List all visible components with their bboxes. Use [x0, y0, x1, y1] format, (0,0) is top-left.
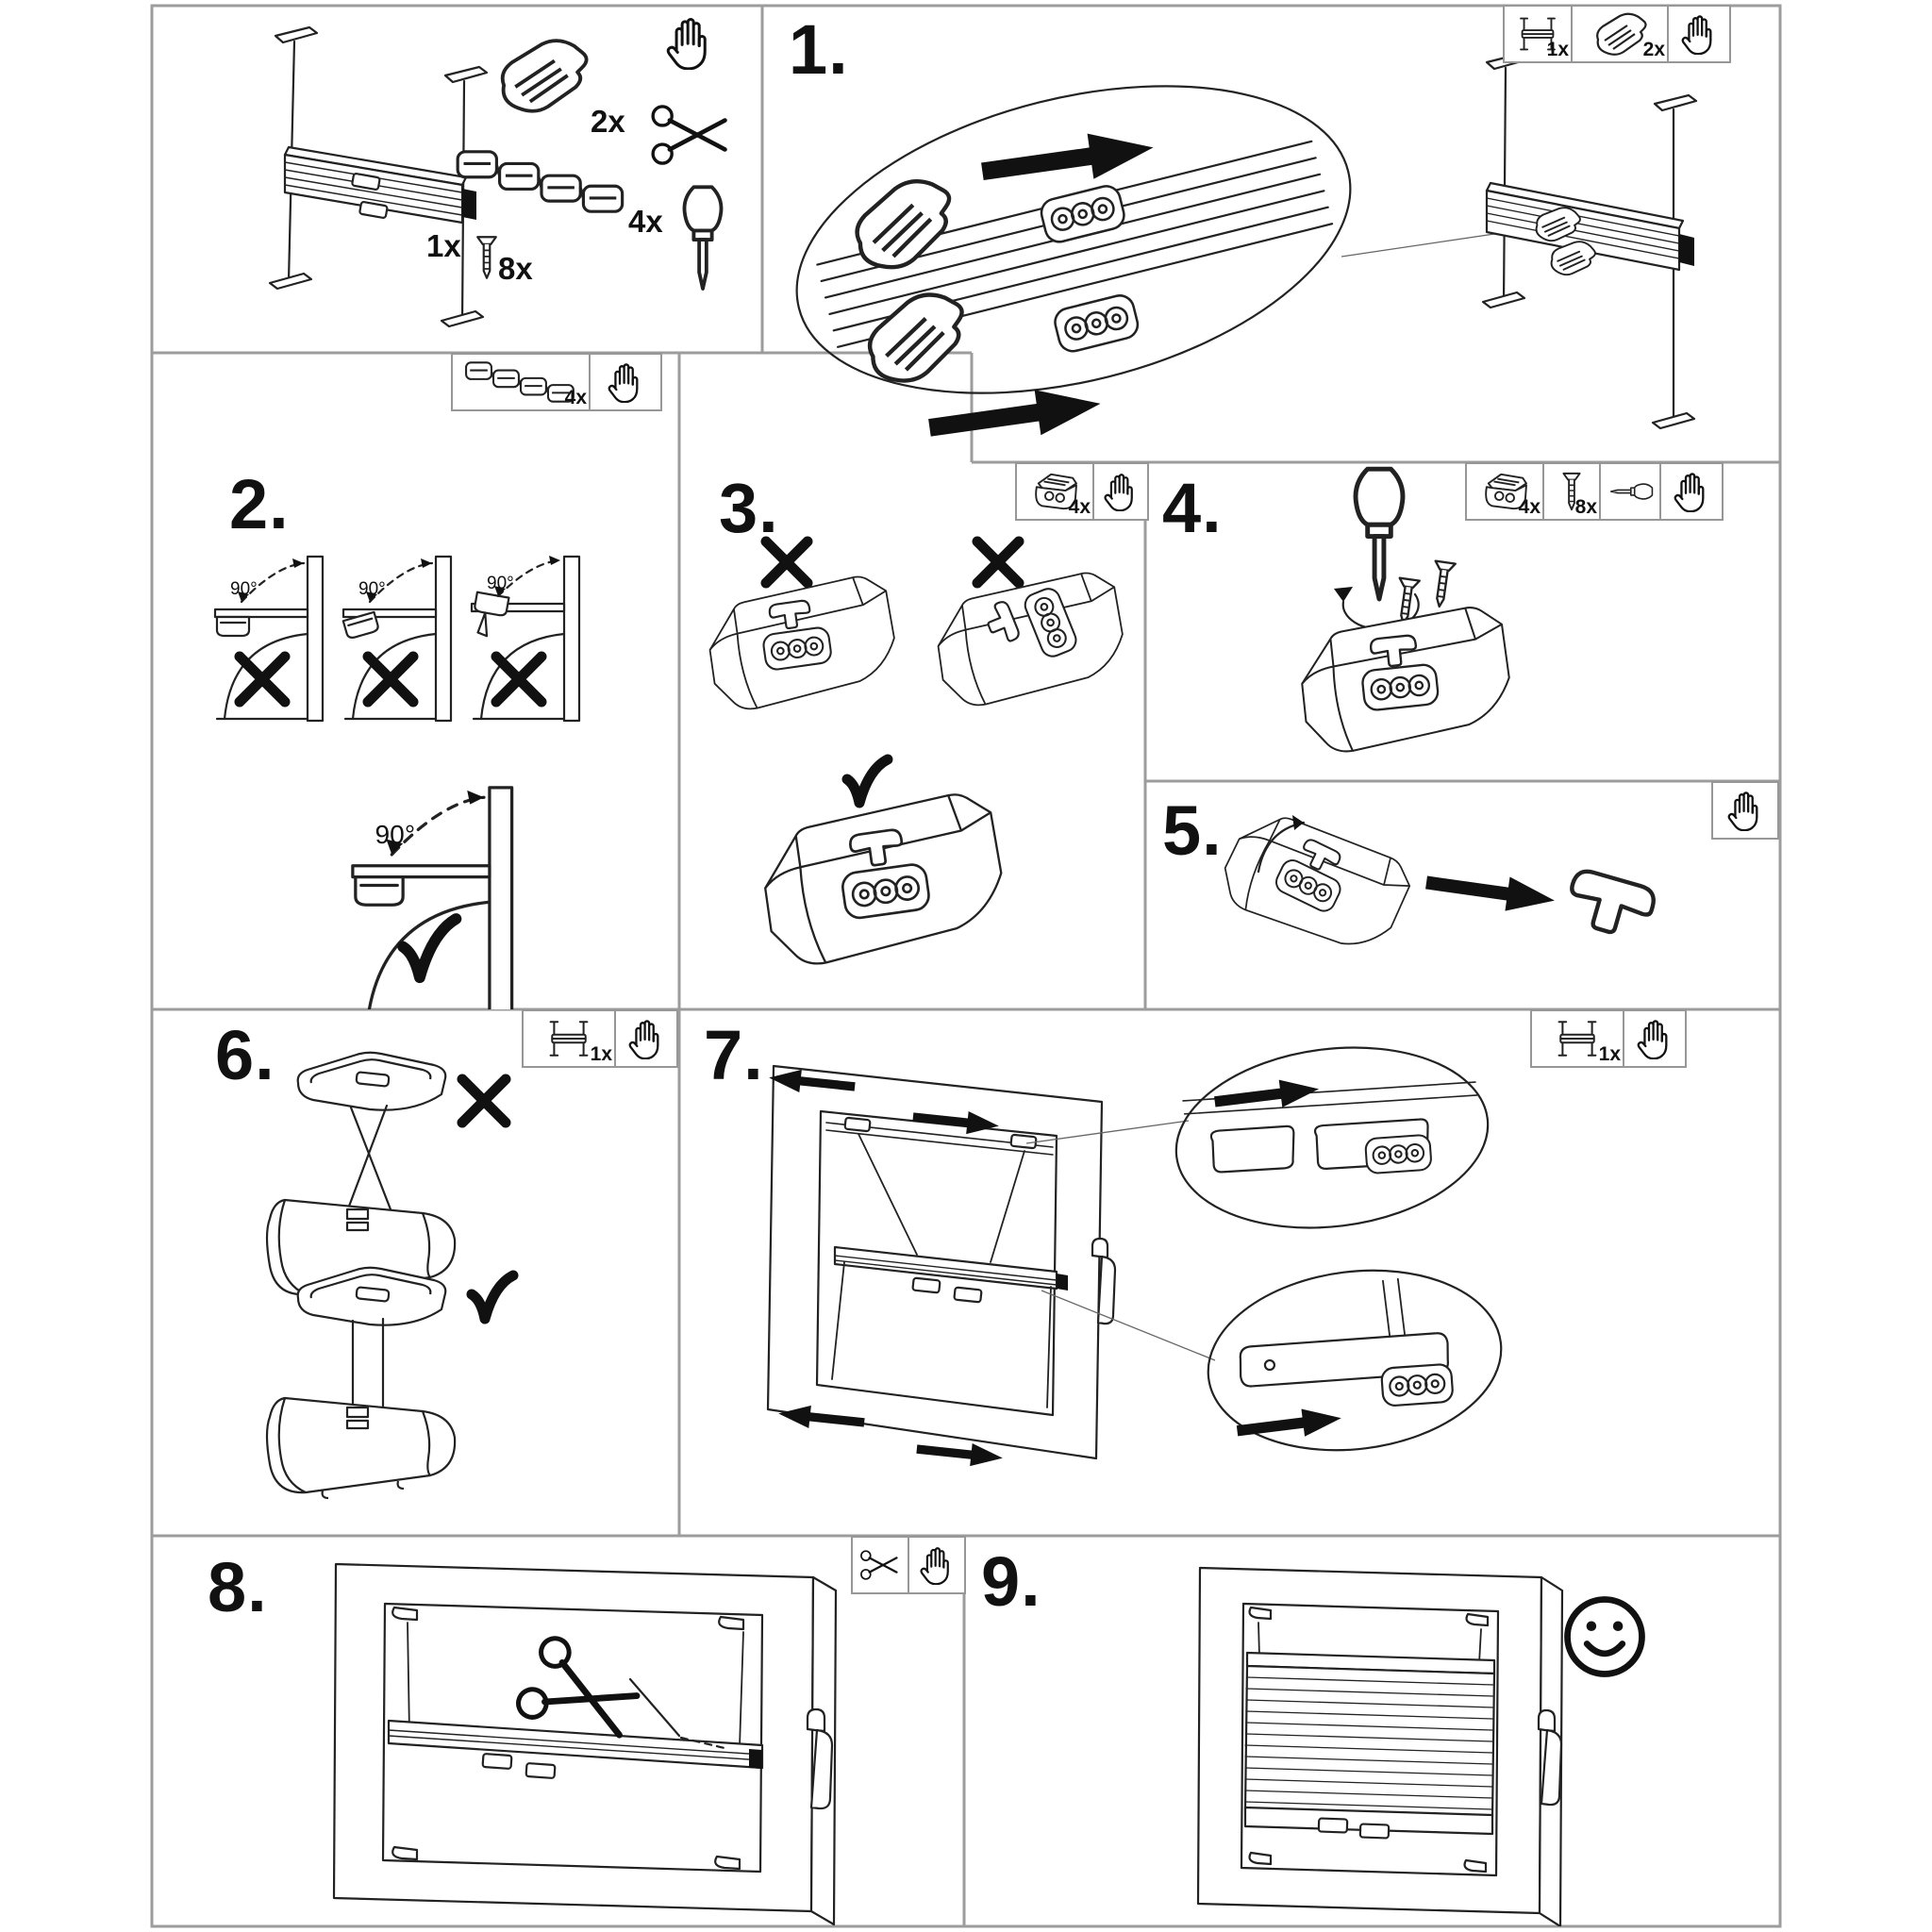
screwdriver-icon [684, 187, 721, 289]
callout-cell [453, 355, 591, 409]
wrong-mount-diagram-3 [470, 556, 579, 721]
angle-label: 90° [487, 574, 514, 593]
callout-cell [1669, 7, 1729, 61]
correct-bracket-diagram [756, 759, 1009, 970]
corner-piece-drawing [1296, 604, 1515, 755]
callout-cell [853, 1538, 909, 1592]
step-2-number: 2. [229, 465, 290, 543]
step-5-illustration [1145, 781, 1781, 1009]
angle-label: 90° [230, 579, 258, 599]
step-9-number: 9. [981, 1542, 1041, 1621]
panel-step-8 [151, 1536, 964, 1926]
wrong-cords-diagram [267, 1053, 506, 1300]
qty-label: 4x [628, 204, 663, 239]
hand-icon [1678, 13, 1720, 55]
step-4-callout [1465, 462, 1724, 521]
step-2-callout [451, 353, 662, 411]
magnifier-bottom-detail [1198, 1255, 1512, 1467]
step-6-number: 6. [215, 1016, 275, 1094]
callout-cell [1505, 7, 1573, 61]
qty-label: 8x [498, 251, 533, 286]
callout-cell [1601, 464, 1661, 519]
step-9-illustration [964, 1536, 1781, 1926]
wrong-mount-diagram-1 [215, 557, 323, 721]
step-8-callout [851, 1536, 966, 1594]
step-6-callout [522, 1009, 678, 1068]
remove-arrow [1424, 865, 1557, 917]
step-5-callout [1711, 781, 1779, 840]
screw-drawing [1429, 561, 1456, 608]
callout-cell [1544, 464, 1601, 519]
panel-step-7 [679, 1009, 1781, 1536]
correct-mark [472, 1275, 513, 1319]
blind-assembly-drawing [270, 27, 487, 326]
screw-drawing [477, 237, 496, 277]
parts-overview-illustration [151, 4, 762, 353]
pleated-fabric [1245, 1666, 1494, 1817]
callout-cell [524, 1011, 616, 1066]
correct-mount-diagram [353, 788, 512, 1009]
blind-assembly-icon [1552, 1018, 1603, 1059]
callout-cell [1467, 464, 1544, 519]
step-3-number: 3. [719, 469, 779, 547]
scissors-icon [653, 107, 724, 163]
step-5-number: 5. [1162, 791, 1223, 870]
wrong-bracket-diagram-1 [703, 541, 901, 713]
qty-label: 4x [1068, 496, 1091, 518]
screwdriver-icon [1607, 480, 1654, 503]
blind-assembly-drawing [1483, 54, 1696, 428]
step-7-illustration [679, 1009, 1781, 1536]
qty-label: 2x [591, 104, 625, 139]
corner-piece-drawing [1212, 794, 1418, 971]
removed-tab-drawing [1563, 868, 1657, 941]
callout-cell [1713, 783, 1777, 838]
correct-cords-diagram [267, 1268, 513, 1498]
hand-icon [1101, 472, 1141, 511]
step-2-illustration [151, 353, 679, 1009]
callout-cell [1094, 464, 1147, 519]
hand-icon [605, 361, 646, 403]
bracket-strip-icon [464, 359, 577, 405]
qty-label: 4x [564, 387, 587, 408]
hand-icon [668, 20, 705, 69]
hand-icon [1671, 471, 1712, 512]
panel-step-3 [679, 353, 1145, 1009]
panel-step-6 [151, 1009, 679, 1536]
step-4-number: 4. [1162, 469, 1223, 547]
callout-cell [909, 1538, 964, 1592]
step-1-number: 1. [789, 10, 849, 89]
screwdriver-drawing [1356, 469, 1403, 599]
callout-cell [616, 1011, 676, 1066]
hand-icon [1634, 1018, 1675, 1059]
hand-icon [625, 1018, 667, 1059]
hand-icon [917, 1545, 957, 1585]
qty-label: 4x [1518, 496, 1541, 518]
panel-step-2 [151, 353, 679, 1009]
clamp-part-drawing [503, 41, 587, 111]
callout-cell [1017, 464, 1094, 519]
callout-cell [591, 355, 660, 409]
window-drawing [1198, 1568, 1562, 1926]
magnifier-top-detail [1166, 1030, 1498, 1244]
panel-step-5 [1145, 781, 1781, 1009]
callout-cell [1573, 7, 1669, 61]
step-3-illustration [679, 353, 1145, 1009]
correct-mark [403, 919, 456, 977]
smiley-icon [1568, 1600, 1642, 1674]
qty-label: 1x [1546, 39, 1569, 60]
callout-cell [1624, 1011, 1685, 1066]
callout-cell [1532, 1011, 1624, 1066]
bracket-strip-drawing [458, 152, 622, 211]
qty-label: 1x [590, 1043, 612, 1065]
panel-parts-overview [151, 4, 762, 353]
callout-cell [1661, 464, 1722, 519]
qty-label: 2x [1642, 39, 1665, 60]
hand-icon [1724, 790, 1766, 831]
wrong-mark [240, 657, 285, 702]
panel-step-9 [964, 1536, 1781, 1926]
qty-label: 8x [1574, 496, 1597, 518]
clamp-icon [1591, 11, 1649, 57]
scissors-icon [859, 1547, 901, 1583]
window-drawing [768, 1066, 1115, 1458]
correct-mark [847, 759, 888, 803]
wrong-mark [496, 657, 541, 702]
step-8-illustration [151, 1536, 964, 1926]
step-7-number: 7. [704, 1016, 764, 1094]
step-3-callout [1015, 462, 1149, 521]
angle-label: 90° [358, 579, 386, 599]
wrong-bracket-diagram-2 [931, 541, 1129, 709]
wrong-mount-diagram-2 [343, 557, 451, 721]
step-7-callout [1530, 1009, 1687, 1068]
window-drawing [334, 1564, 836, 1924]
step-1-callout [1503, 5, 1731, 63]
qty-label: 1x [1598, 1043, 1621, 1065]
angle-label: 90° [375, 820, 416, 850]
wrong-mark [368, 657, 413, 702]
step-8-number: 8. [208, 1548, 268, 1626]
blind-assembly-icon [543, 1018, 594, 1059]
step-6-illustration [151, 1009, 679, 1536]
qty-label: 1x [426, 228, 461, 263]
